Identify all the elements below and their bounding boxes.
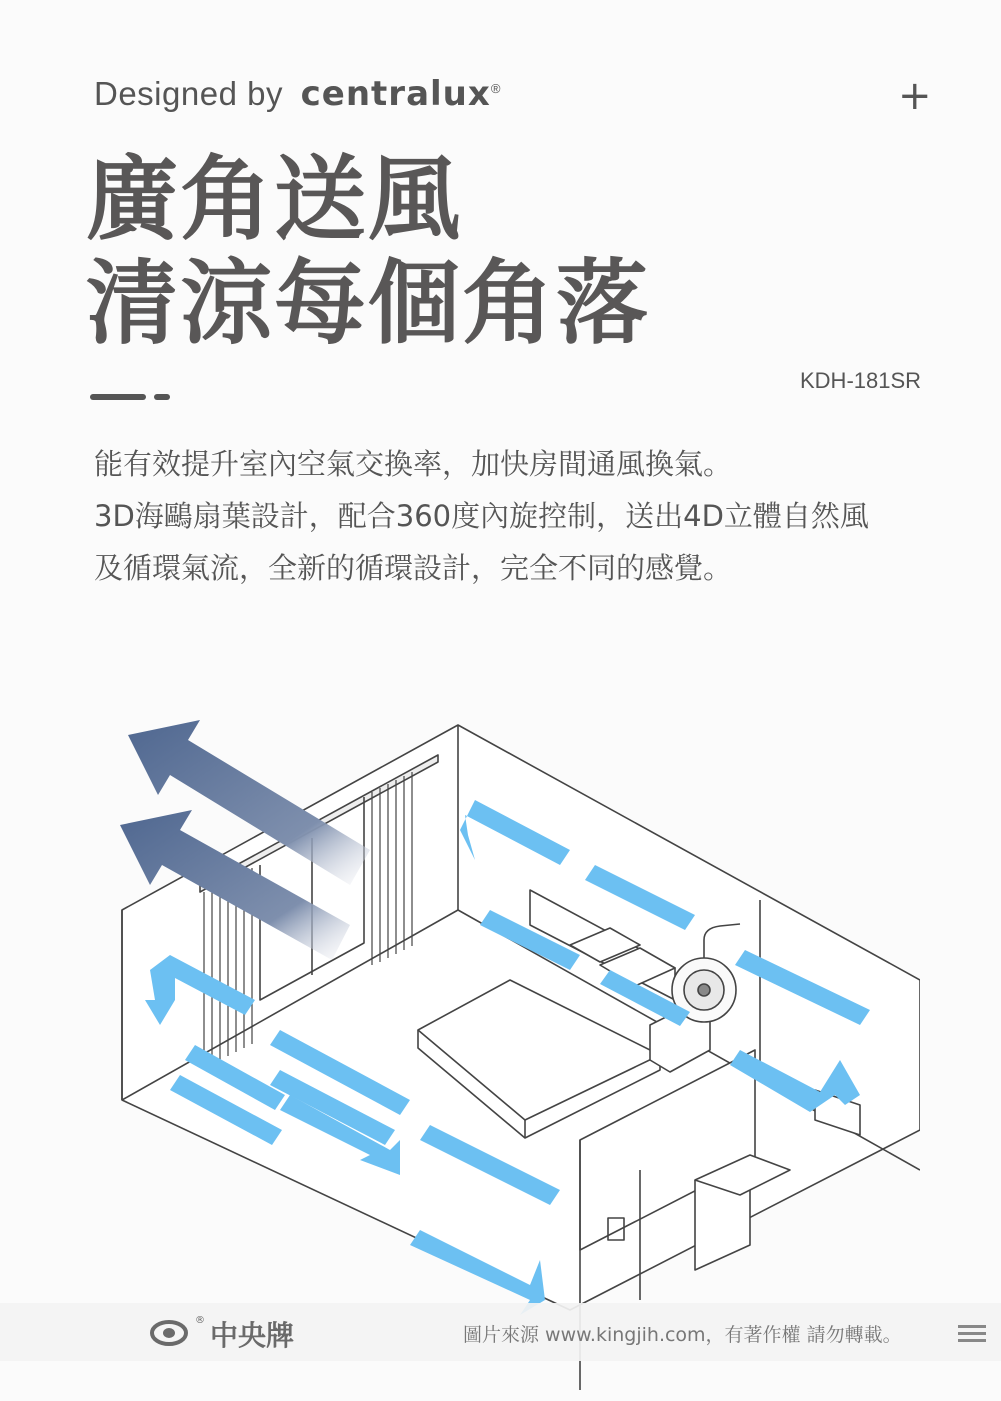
title-line-1: 廣角送風	[86, 146, 463, 253]
designed-by-text: Designed by	[94, 75, 283, 112]
page-title	[86, 148, 650, 356]
room-airflow-illustration	[100, 700, 920, 1390]
description	[94, 438, 869, 594]
plus-icon[interactable]: +	[898, 73, 932, 119]
divider-long	[90, 394, 146, 400]
designed-by-line	[94, 74, 501, 114]
image-source-credit: 圖片來源 www.kingjih.com，有著作權 請勿轉載。	[463, 1324, 902, 1346]
description-line-2: 3D海鷗扇葉設計，配合360度內旋控制，送出4D立體自然風	[94, 499, 869, 533]
description-line-1: 能有效提升室內空氣交換率，加快房間通風換氣。	[94, 447, 733, 481]
brand-registered-mark: ®	[490, 81, 501, 96]
logo-registered-mark: ®	[195, 1315, 205, 1326]
logo-text: 中央牌	[210, 1319, 295, 1352]
brand-name: centralux	[300, 74, 491, 114]
divider-short	[154, 394, 170, 400]
description-line-3: 及循環氣流，全新的循環設計，完全不同的感覺。	[94, 551, 733, 585]
model-number: KDH-181SR	[800, 368, 922, 393]
menu-icon[interactable]	[958, 1325, 986, 1343]
title-line-2: 清涼每個角落	[86, 250, 651, 357]
centralux-logo-icon	[150, 1320, 188, 1346]
